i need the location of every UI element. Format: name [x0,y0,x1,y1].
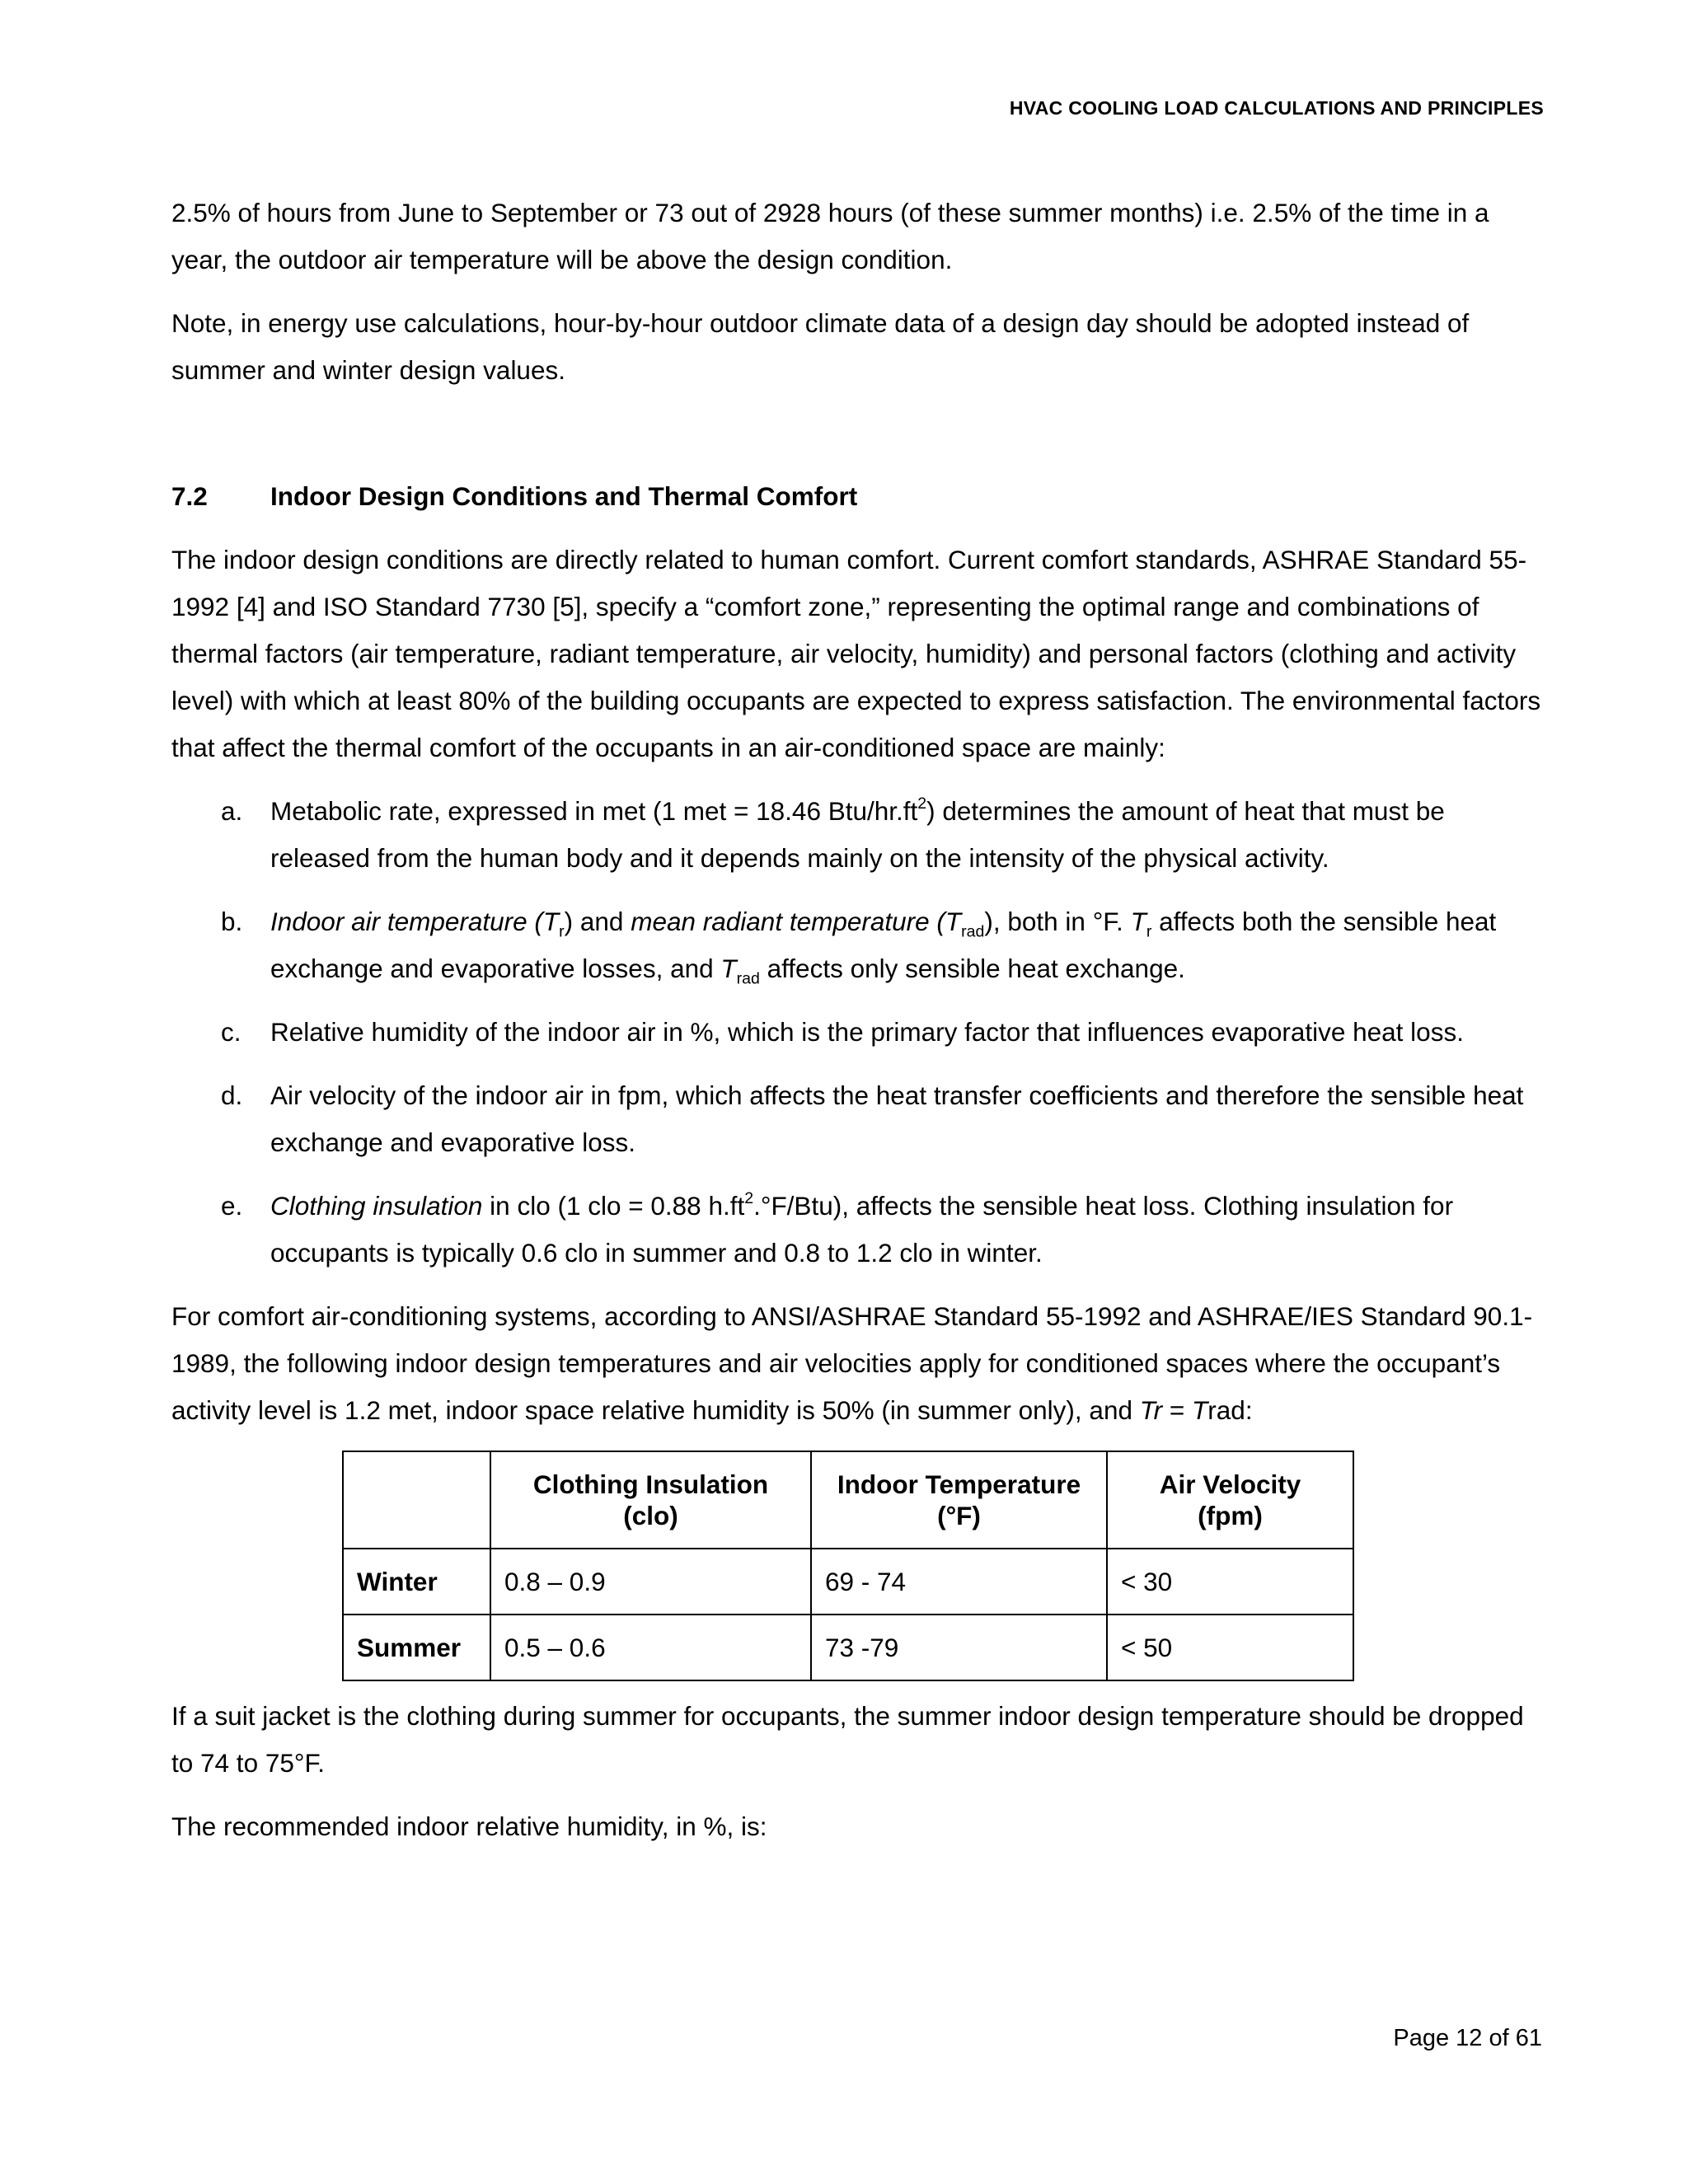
factor-text: in clo (1 clo = 0.88 h.ft [482,1191,745,1221]
table-row [343,1549,1353,1615]
header-line: (fpm) [1198,1501,1263,1530]
list-item [171,1072,1550,1166]
paragraph-text: rad: [1207,1395,1253,1425]
list-marker: e. [221,1191,243,1221]
subscript: r [559,922,565,941]
paragraph-suit-jacket: If a suit jacket is the clothing during summer for occupants, the summer indoor design temperature should be dropped to 74 to 75°F. [171,1701,1524,1778]
italic-text: T [1192,1395,1208,1425]
header-line: (°F) [937,1501,981,1530]
list-marker: b. [221,907,243,936]
list-item [171,1009,1550,1056]
factor-air-temperature [270,898,1550,992]
list-item [171,1183,1550,1277]
factor-text: Metabolic rate, expressed in met (1 met = 18.46 Btu/hr.ft [270,796,918,826]
header-line: Indoor Temperature [837,1469,1081,1499]
list-marker: d. [221,1080,243,1110]
italic-text: Indoor air temperature (T [270,907,560,936]
table-row-header: Winter [343,1549,490,1615]
list-item [171,898,1550,992]
factor-text: .°F/Btu), affects the sensible heat loss. Clothing insulation for occupants is typically 0.6 clo in summer and 0.8 to 1.2 clo in winter. [270,1191,1454,1268]
section-title: Indoor Design Conditions and Thermal Comfort [270,481,858,511]
design-conditions-table [342,1451,1354,1681]
list-item [171,788,1550,882]
header-line: (clo) [623,1501,678,1530]
page-body [171,190,1550,1867]
italic-text: Clothing insulation [270,1191,483,1221]
table-header-cell [1107,1451,1353,1549]
table-cell: 73 -79 [811,1615,1107,1680]
table-cell: 0.5 – 0.6 [490,1615,811,1680]
list-marker: c. [221,1017,241,1047]
table-header-cell [343,1451,490,1549]
factor-air-velocity: Air velocity of the indoor air in fpm, which affects the heat transfer coefficients and therefore the sensible heat exchange and evaporative loss. [270,1080,1524,1157]
subscript: rad [736,969,760,988]
table-cell: < 50 [1107,1615,1353,1680]
table-cell: 69 - 74 [811,1549,1107,1615]
page-number: Page 12 of 61 [1393,2025,1542,2051]
table-cell: < 30 [1107,1549,1353,1615]
section-number: 7.2 [171,481,208,511]
paragraph-text: = [1162,1395,1193,1425]
factor-clothing-insulation [270,1183,1550,1277]
paragraph-text: For comfort air-conditioning systems, according to ANSI/ASHRAE Standard 55-1992 and ASHRAE/IES Standard 90.1-1989, the following indoor design temperatures and air velocities apply for conditioned spaces where the occupant’s activity level is 1.2 met, indoor space relative humidity is 50% (in summer only), and [171,1301,1533,1425]
subscript: rad [961,922,985,941]
table-header-row [343,1451,1353,1549]
paragraph-humidity: The recommended indoor relative humidity, in %, is: [171,1811,767,1841]
table-row [343,1615,1353,1680]
factor-relative-humidity: Relative humidity of the indoor air in %, which is the primary factor that influences evaporative heat loss. [270,1017,1464,1047]
factor-text: affects only sensible heat exchange. [759,954,1185,983]
superscript: 2 [917,794,927,813]
factor-text: ) determines the amount of heat that must be released from the human body and it depends mainly on the intensity of the physical activity. [270,796,1445,873]
list-marker: a. [221,796,243,826]
paragraph-energy-note: Note, in energy use calculations, hour-by-hour outdoor climate data of a design day should be adopted instead of summer and winter design values. [171,308,1470,385]
table-header-cell [811,1451,1107,1549]
paragraph-intro: The indoor design conditions are directly related to human comfort. Current comfort standards, ASHRAE Standard 55-1992 [4] and ISO Standard 7730 [5], specify a “comfort zone,” representing the optimal range and combinations of thermal factors (air temperature, radiant temperature, air velocity, humidity) and personal factors (clothing and activity level) with which at least 80% of the building occupants are expected to express satisfaction. The environmental factors that affect the thermal comfort of the occupants in an air-conditioned space are mainly: [171,545,1541,762]
factor-text: affects both the sensible heat exchange and evaporative losses, and [270,907,1497,983]
italic-text: T [1130,907,1146,936]
italic-text: T [720,954,737,983]
italic-text: Tr [1139,1395,1163,1425]
factor-text: ) and [564,907,631,936]
factor-metabolic-rate [270,788,1550,882]
superscript: 2 [744,1188,754,1207]
table-row-header: Summer [343,1615,490,1680]
factor-text: ), both in °F. [984,907,1131,936]
subscript: r [1146,922,1152,941]
header-line: Air Velocity [1159,1469,1301,1499]
italic-text: mean radiant temperature (T [631,907,962,936]
paragraph-standards [171,1293,1550,1434]
paragraph-design-hours: 2.5% of hours from June to September or 73 out of 2928 hours (of these summer months) i.e. 2.5% of the time in a year, the outdoor air temperature will be above the design condition. [171,198,1489,274]
header-line: Clothing Insulation [532,1469,769,1499]
table-cell: 0.8 – 0.9 [490,1549,811,1615]
running-header: HVAC COOLING LOAD CALCULATIONS AND PRINCIPLES [1009,97,1544,119]
factor-list [171,788,1550,1277]
section-heading [171,473,1550,520]
table-header-cell [490,1451,811,1549]
